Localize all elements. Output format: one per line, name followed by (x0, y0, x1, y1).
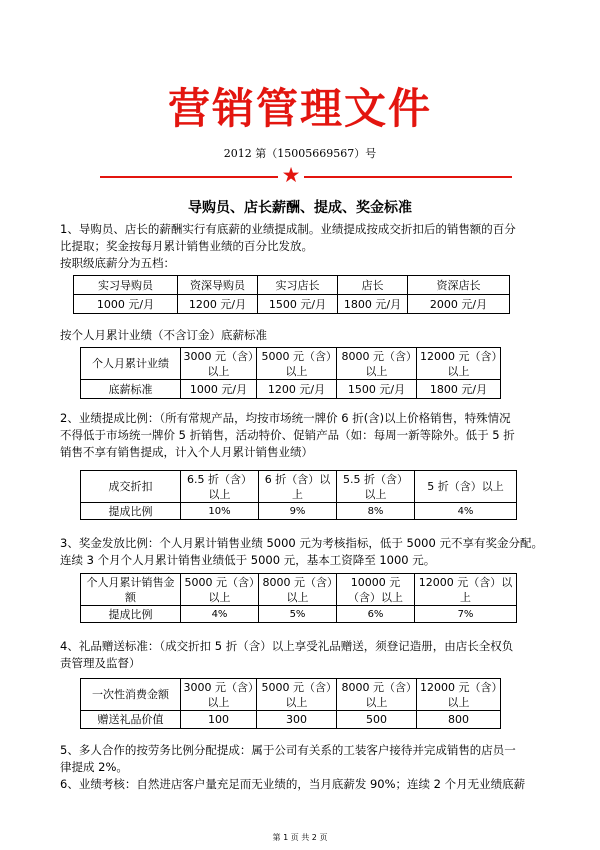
row-label-cell: 赠送礼品价值 (81, 711, 181, 729)
table-cell: 8% (337, 503, 415, 520)
row-label-cell: 提成比例 (81, 606, 181, 623)
table-cell: 10000 元（含）以上 (337, 574, 415, 606)
table-cell: 5% (259, 606, 337, 623)
table-cell: 3000 元（含）以上 (181, 348, 257, 380)
paragraph-line: 6、业绩考核：自然进店客户量充足而无业绩的，当月底薪发 90%；连续 2 个月无业绩底薪 (60, 777, 526, 791)
table-cell: 10% (181, 503, 259, 520)
paragraph-line: 销售不享有销售提成，计入个人月累计销售业绩） (60, 445, 313, 459)
bonus-rate-table (80, 573, 517, 623)
red-rule-right (304, 176, 512, 178)
table-cell: 1200 元/月 (178, 295, 258, 314)
paragraph-line: 不得低于市场统一牌价 5 折销售，活动特价、促销产品（如：每周一新等除外。低于 5 折 (60, 428, 515, 442)
table-header-cell: 资深导购员 (178, 276, 258, 295)
table-cell: 1500 元/月 (337, 380, 417, 399)
paragraph-line: 按职级底薪分为五档： (60, 256, 175, 270)
row-label-cell: 个人月累计业绩 (81, 348, 181, 380)
section-4-text (60, 535, 550, 569)
table-cell: 1800 元/月 (338, 295, 408, 314)
table-cell: 100 (181, 711, 257, 729)
row-label-cell: 一次性消费金额 (81, 679, 181, 711)
table-cell: 8000 元（含）以上 (259, 574, 337, 606)
table-cell: 12000 元（含）以上 (415, 574, 517, 606)
table-cell: 1200 元/月 (257, 380, 337, 399)
table-header-cell: 资深店长 (408, 276, 510, 295)
table-cell: 1500 元/月 (258, 295, 338, 314)
row-label-cell: 底薪标准 (81, 380, 181, 399)
paragraph-line: 2、业绩提成比例：（所有常规产品，均按市场统一牌价 6 折(含)以上价格销售，特殊情况 (60, 411, 511, 425)
table-cell: 5000 元（含）以上 (257, 348, 337, 380)
table-cell: 500 (337, 711, 417, 729)
table-cell: 5000 元（含）以上 (181, 574, 259, 606)
table-cell: 6% (337, 606, 415, 623)
paragraph-line: 5、多人合作的按劳务比例分配提成：属于公司有关系的工装客户接待并完成销售的店员一 (60, 743, 516, 757)
table-header-cell: 店长 (338, 276, 408, 295)
table-cell: 4% (415, 503, 517, 520)
section-6-text (60, 742, 550, 793)
document-number: 2012 第（15005669567）号 (223, 147, 377, 160)
table-cell: 2000 元/月 (408, 295, 510, 314)
row-label-cell: 提成比例 (81, 503, 181, 520)
section-2-text (60, 327, 550, 344)
performance-base-salary-table (80, 347, 501, 399)
table-cell: 8000 元（含）以上 (337, 679, 417, 711)
section-1-text (60, 221, 550, 272)
section-heading: 导购员、店长薪酬、提成、奖金标准 (188, 200, 412, 216)
row-label-cell: 个人月累计销售金额 (81, 574, 181, 606)
paragraph-line: 3、奖金发放比例：个人月累计销售业绩 5000 元为考核指标，低于 5000 元不享有奖金分配。 (60, 536, 543, 550)
row-label-cell: 成交折扣 (81, 471, 181, 503)
paragraph-line: 连续 3 个月个人月累计销售业绩低于 5000 元，基本工资降至 1000 元。 (60, 553, 436, 567)
table-cell: 6 折（含）以上 (259, 471, 337, 503)
table-cell: 3000 元（含）以上 (181, 679, 257, 711)
document-title: 营销管理文件 (167, 84, 432, 133)
table-cell: 5000 元（含）以上 (257, 679, 337, 711)
paragraph-line: 4、礼品赠送标准：（成交折扣 5 折（含）以上享受礼品赠送，须登记造册，由店长全权负 (60, 639, 514, 653)
table-cell: 7% (415, 606, 517, 623)
base-salary-grade-table (73, 275, 510, 314)
table-cell: 5.5 折（含）以上 (337, 471, 415, 503)
paragraph-line: 1、导购员、店长的薪酬实行有底薪的业绩提成制。业绩提成按成交折扣后的销售额的百分 (60, 222, 516, 236)
table-cell: 12000 元（含）以上 (417, 679, 501, 711)
table-cell: 800 (417, 711, 501, 729)
table-cell: 4% (181, 606, 259, 623)
table-header-cell: 实习店长 (258, 276, 338, 295)
table-header-cell: 实习导购员 (74, 276, 178, 295)
commission-rate-table (80, 470, 517, 520)
paragraph-line: 责管理及监督） (60, 656, 141, 670)
section-5-text (60, 638, 550, 672)
red-rule-left (100, 176, 278, 178)
table-cell: 1800 元/月 (417, 380, 501, 399)
paragraph-line: 比提取；奖金按每月累计销售业绩的百分比发放。 (60, 239, 313, 253)
paragraph-line: 按个人月累计业绩（不含订金）底薪标准 (60, 328, 267, 342)
page-footer: 第 1 页 共 2 页 (272, 833, 328, 842)
table-cell: 9% (259, 503, 337, 520)
section-3-text (60, 410, 550, 461)
table-cell: 300 (257, 711, 337, 729)
table-cell: 6.5 折（含）以上 (181, 471, 259, 503)
paragraph-line: 律提成 2%。 (60, 760, 128, 774)
star-icon: ★ (281, 163, 301, 187)
table-cell: 12000 元（含）以上 (417, 348, 501, 380)
table-cell: 1000 元/月 (181, 380, 257, 399)
table-cell: 8000 元（含）以上 (337, 348, 417, 380)
gift-value-table (80, 678, 501, 729)
table-cell: 1000 元/月 (74, 295, 178, 314)
table-cell: 5 折（含）以上 (415, 471, 517, 503)
